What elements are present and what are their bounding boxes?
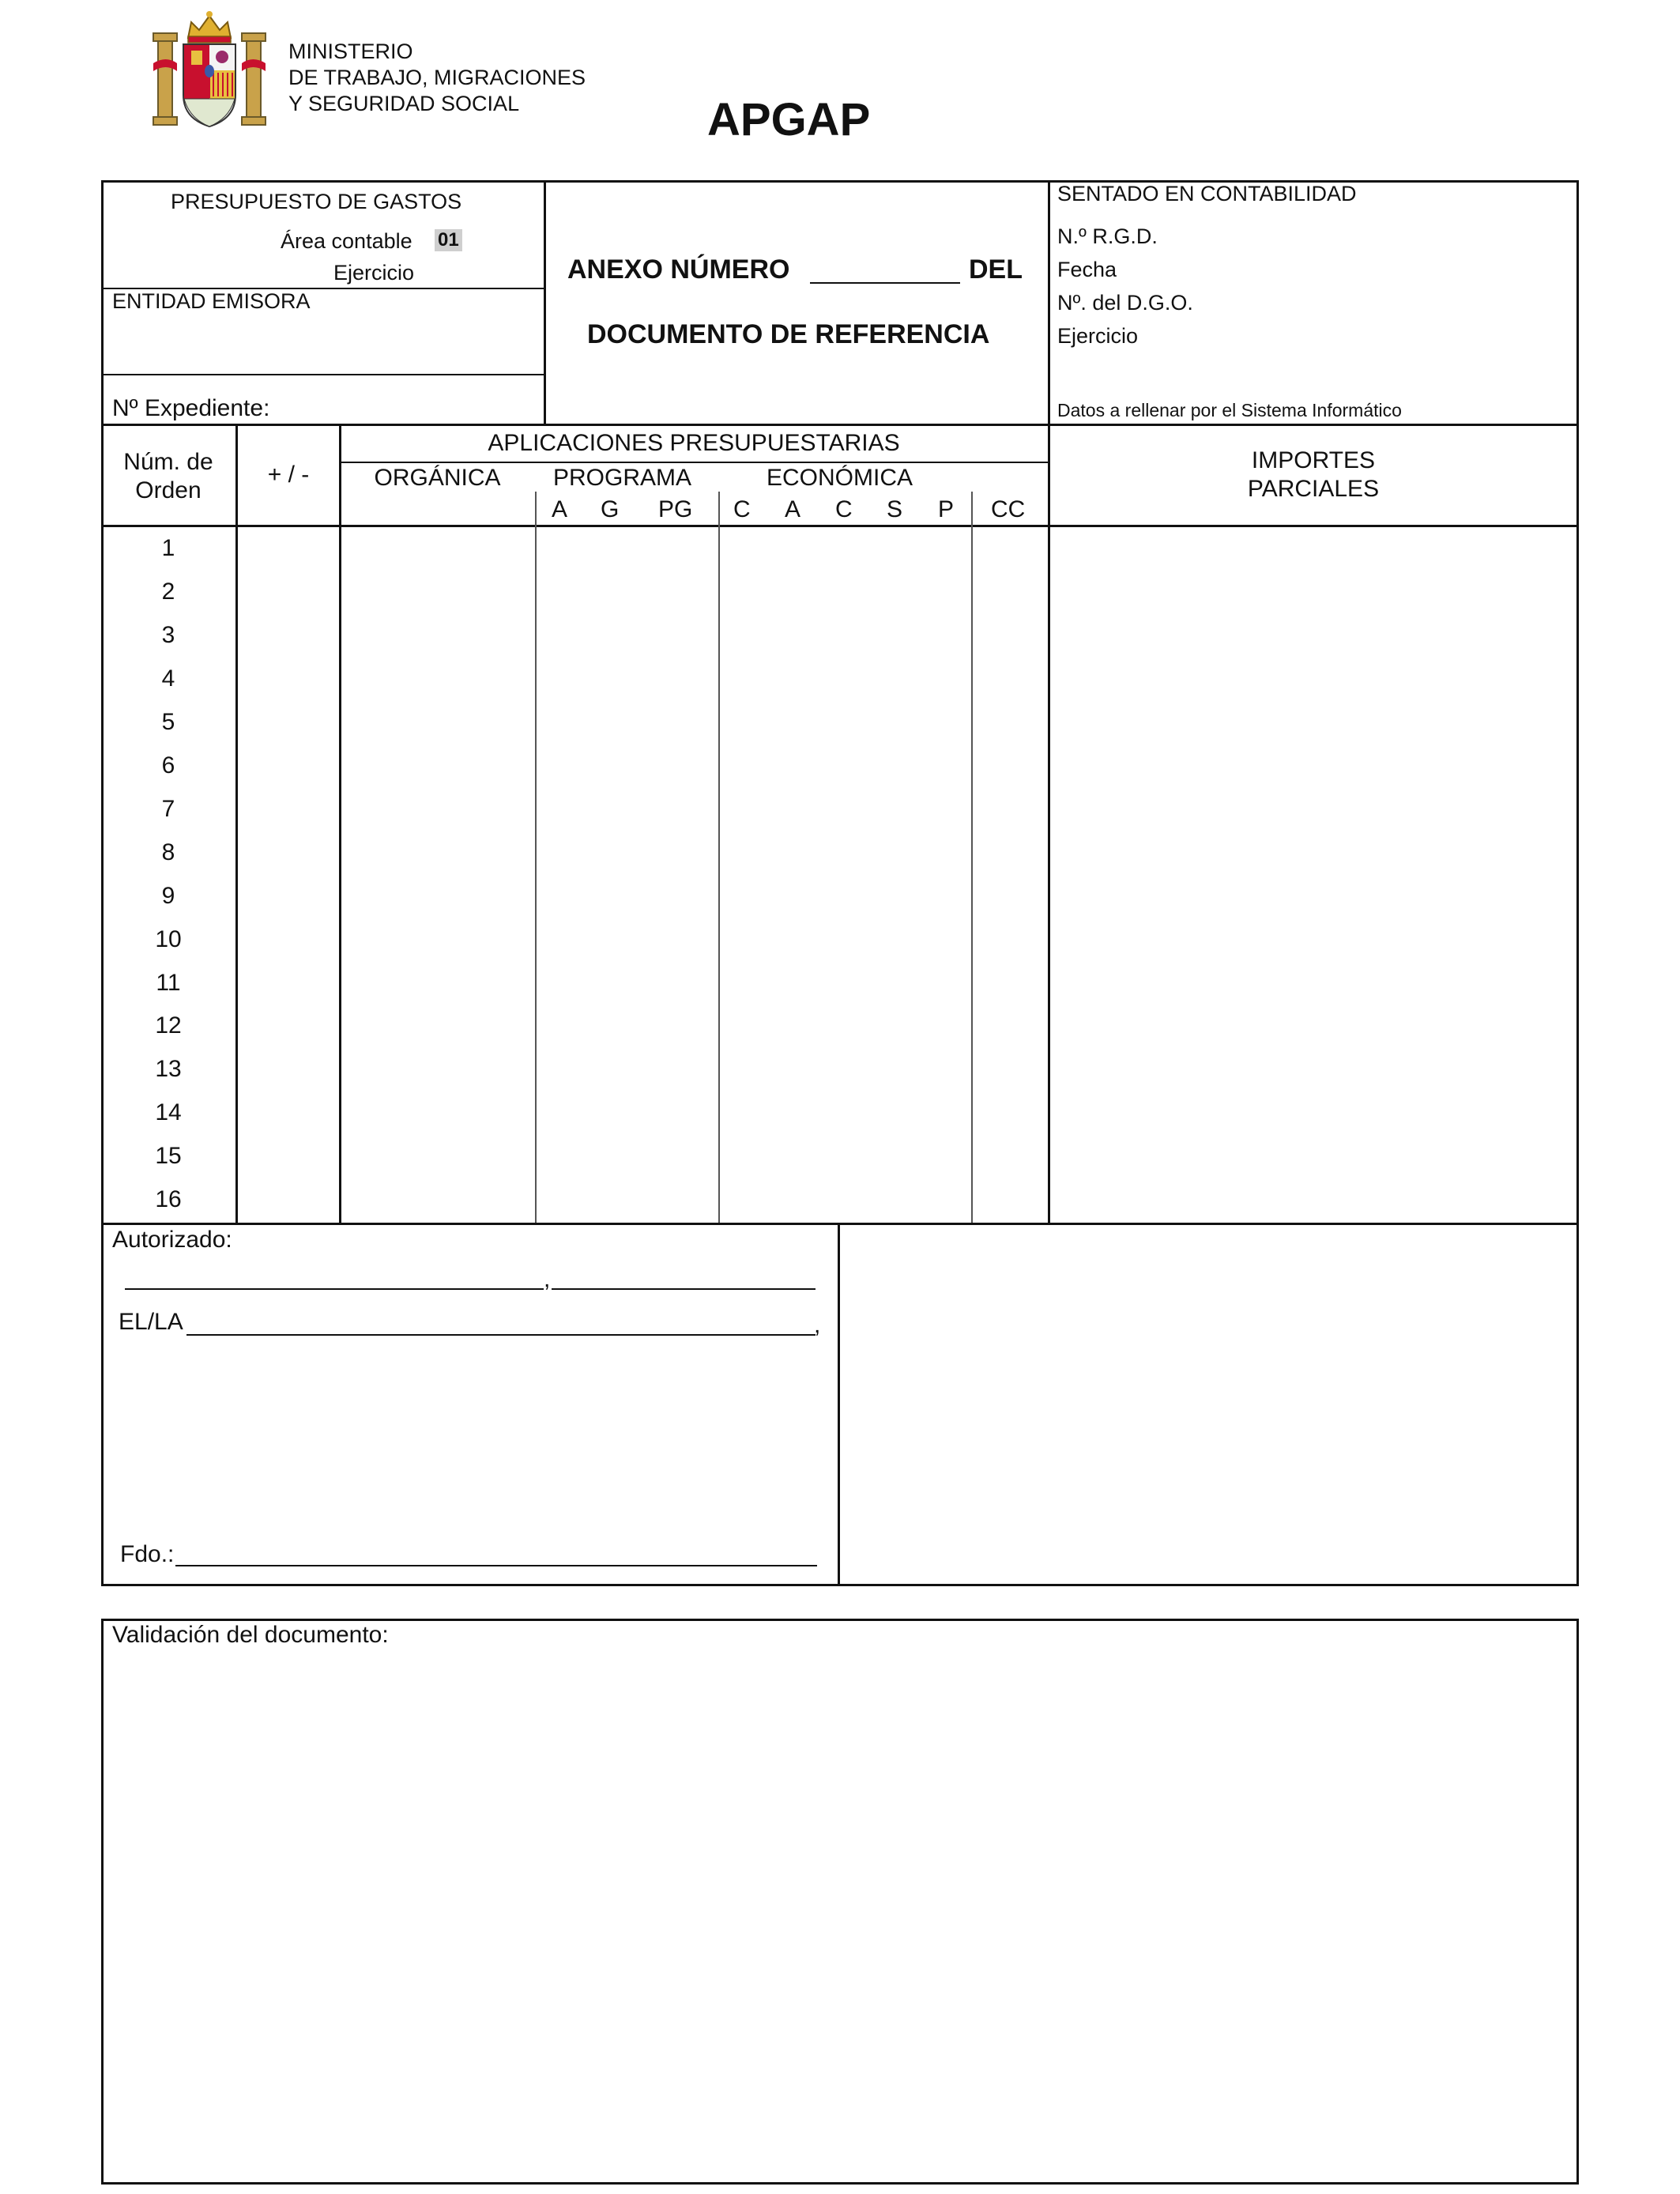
row-number-5: 5: [161, 709, 175, 735]
dgo-label: Nº. del D.G.O.: [1057, 291, 1193, 315]
row-number-14: 14: [155, 1099, 182, 1125]
economica-sub-p: P: [938, 496, 955, 522]
contabilidad-title: SENTADO EN CONTABILIDAD: [1057, 182, 1357, 205]
ella-label: EL/LA: [119, 1309, 183, 1335]
row-number-11: 11: [156, 970, 181, 996]
economica-header: ECONÓMICA: [767, 465, 913, 491]
col-sign: + / -: [267, 462, 310, 488]
row-number-16: 16: [155, 1186, 182, 1212]
row-number-4: 4: [161, 665, 175, 692]
anexo-number-field[interactable]: [810, 282, 960, 284]
economica-sub-s: S: [887, 496, 903, 522]
programa-sub-a: A: [552, 496, 568, 522]
importes-header-2: PARCIALES: [1247, 476, 1380, 502]
row-number-12: 12: [155, 1012, 182, 1039]
autorizado-label: Autorizado:: [112, 1227, 232, 1253]
autorizado-place-field[interactable]: [125, 1288, 544, 1290]
ella-comma: ,: [814, 1312, 821, 1338]
autorizado-comma: ,: [544, 1266, 551, 1292]
aplicaciones-header: APLICACIONES PRESUPUESTARIAS: [488, 430, 900, 456]
ministry-line-2: DE TRABAJO, MIGRACIONES: [288, 66, 586, 89]
organica-header: ORGÁNICA: [374, 465, 501, 491]
row-number-2: 2: [161, 579, 175, 605]
fecha-label: Fecha: [1057, 258, 1117, 281]
anexo-line2: DOCUMENTO DE REFERENCIA: [587, 319, 990, 349]
importes-header-1: IMPORTES: [1251, 447, 1376, 473]
economica-sub-a: A: [785, 496, 801, 522]
presupuesto-title: PRESUPUESTO DE GASTOS: [171, 190, 462, 213]
economica-sub-c2: C: [835, 496, 853, 522]
programa-sub-pg: PG: [658, 496, 693, 522]
fdo-label: Fdo.:: [120, 1541, 175, 1567]
col-num-orden-1: Núm. de: [123, 449, 213, 475]
contab-ejercicio-label: Ejercicio: [1057, 324, 1139, 348]
ministry-line-1: MINISTERIO: [288, 40, 413, 63]
row-number-3: 3: [161, 622, 175, 648]
expediente-label[interactable]: Nº Expediente:: [112, 395, 270, 421]
sistema-note: Datos a rellenar por el Sistema Informático: [1057, 400, 1402, 420]
row-number-13: 13: [155, 1056, 182, 1082]
row-number-10: 10: [155, 926, 182, 952]
row-number-7: 7: [161, 796, 175, 822]
ella-field[interactable]: [186, 1334, 816, 1336]
entidad-emisora-label[interactable]: ENTIDAD EMISORA: [112, 289, 311, 313]
row-number-1: 1: [161, 535, 175, 561]
row-number-9: 9: [161, 883, 175, 909]
area-contable-label: Área contable: [281, 229, 412, 253]
ministry-line-3: Y SEGURIDAD SOCIAL: [288, 92, 520, 115]
row-number-15: 15: [155, 1143, 182, 1169]
coat-of-arms-icon: [150, 8, 269, 130]
rgd-label: N.º R.G.D.: [1057, 224, 1158, 248]
ejercicio-label: Ejercicio: [333, 261, 415, 285]
form-code-title: APGAP: [707, 94, 871, 145]
cc-header: CC: [991, 496, 1026, 522]
economica-sub-c1: C: [733, 496, 751, 522]
autorizado-date-field[interactable]: [552, 1288, 816, 1290]
area-contable-value: 01: [435, 229, 462, 251]
fdo-signature-field[interactable]: [175, 1565, 817, 1566]
row-number-6: 6: [161, 752, 175, 778]
anexo-line1-suffix: DEL: [969, 254, 1023, 285]
programa-sub-g: G: [601, 496, 620, 522]
programa-header: PROGRAMA: [553, 465, 692, 491]
validacion-label: Validación del documento:: [112, 1622, 389, 1648]
anexo-line1-prefix: ANEXO NÚMERO: [567, 254, 790, 285]
col-num-orden-2: Orden: [135, 477, 202, 503]
row-number-8: 8: [161, 839, 175, 865]
